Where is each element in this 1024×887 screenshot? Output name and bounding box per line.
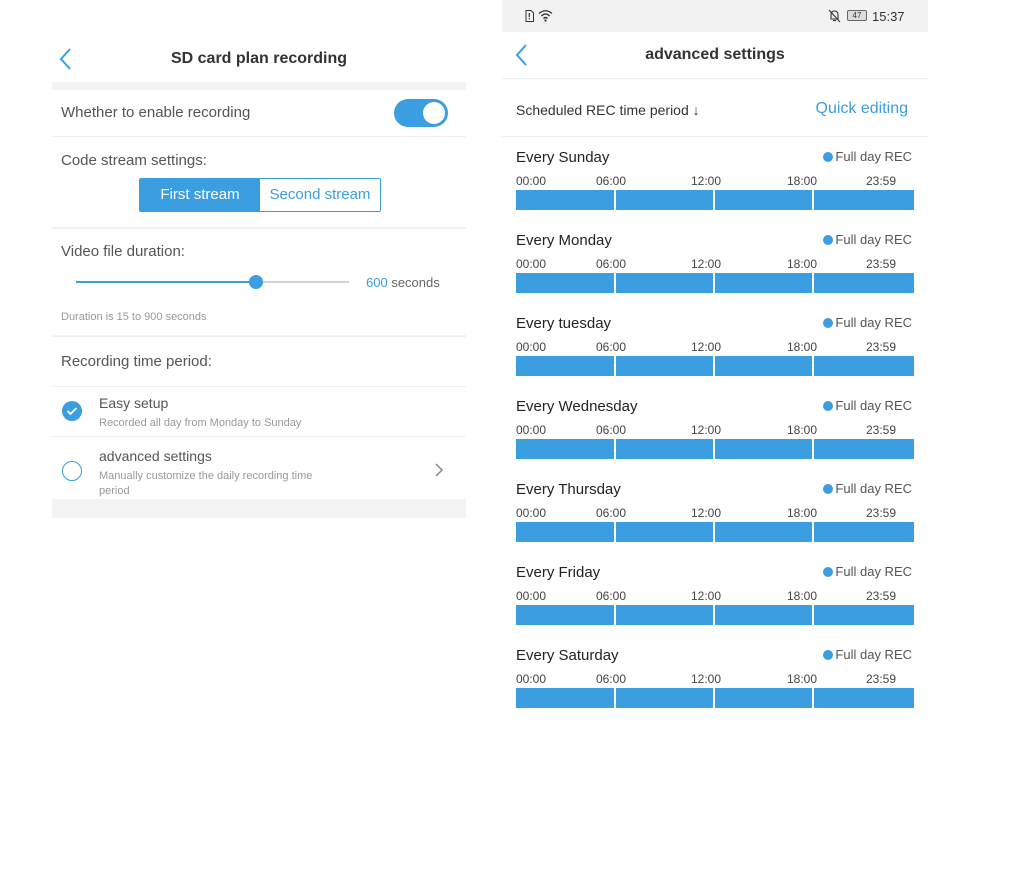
rec-status-text: Full day REC — [835, 149, 912, 164]
time-tick-label: 12:00 — [691, 672, 722, 686]
timeline-separator — [614, 190, 616, 210]
timeline-separator — [614, 439, 616, 459]
code-stream-section — [52, 136, 466, 227]
rec-status — [823, 647, 912, 662]
recording-timeline-bar[interactable] — [516, 273, 914, 293]
timeline-separator — [812, 522, 814, 542]
day-name: Every Friday — [516, 564, 601, 581]
day-name: Every Saturday — [516, 647, 619, 664]
time-tick-label: 23:59 — [866, 589, 897, 603]
rec-status — [823, 315, 912, 330]
easy-setup-title: Easy setup — [99, 395, 169, 411]
timeline-separator — [713, 522, 715, 542]
time-tick-label: 06:00 — [596, 506, 627, 520]
time-tick-label: 18:00 — [787, 423, 818, 437]
timeline-separator — [812, 190, 814, 210]
video-duration-section — [52, 228, 466, 335]
duration-unit: seconds — [391, 275, 440, 290]
recording-timeline-bar[interactable] — [516, 356, 914, 376]
time-tick-label: 12:00 — [691, 589, 722, 603]
time-tick-label: 23:59 — [866, 672, 897, 686]
timeline-separator — [614, 356, 616, 376]
enable-recording-toggle[interactable] — [394, 99, 448, 127]
day-name: Every tuesday — [516, 315, 612, 332]
day-row[interactable] — [502, 385, 928, 468]
rec-status — [823, 149, 912, 164]
time-tick-label: 00:00 — [516, 423, 547, 437]
quick-editing-link[interactable]: Quick editing — [815, 100, 908, 117]
enable-recording-row — [52, 90, 466, 136]
recording-timeline-bar[interactable] — [516, 190, 914, 210]
easy-setup-description: Recorded all day from Monday to Sunday — [99, 417, 302, 429]
time-tick-label: 18:00 — [787, 257, 818, 271]
duration-slider[interactable] — [76, 281, 349, 283]
timeline-separator — [614, 605, 616, 625]
timeline-separator — [812, 356, 814, 376]
wifi-icon — [538, 9, 553, 22]
time-tick-label: 23:59 — [866, 174, 897, 188]
timeline-separator — [614, 522, 616, 542]
advanced-settings-title: advanced settings — [99, 448, 212, 464]
time-tick-label: 23:59 — [866, 423, 897, 437]
day-name: Every Thursday — [516, 481, 621, 498]
status-bar — [502, 0, 928, 32]
rec-status-text: Full day REC — [835, 232, 912, 247]
day-name: Every Wednesday — [516, 398, 638, 415]
second-stream-option[interactable]: Second stream — [260, 179, 380, 211]
recording-timeline-bar[interactable] — [516, 439, 914, 459]
right-header — [502, 32, 928, 79]
rec-status — [823, 481, 912, 496]
battery-icon — [847, 10, 867, 21]
time-tick-label: 00:00 — [516, 257, 547, 271]
timeline-separator — [614, 273, 616, 293]
timeline-separator — [713, 273, 715, 293]
checked-circle-icon[interactable] — [62, 401, 82, 421]
checkmark-icon — [66, 406, 78, 416]
timeline-separator — [713, 356, 715, 376]
first-stream-option[interactable]: First stream — [140, 179, 260, 211]
duration-slider-thumb[interactable] — [249, 275, 263, 289]
duration-value-readout — [366, 275, 440, 290]
rec-status — [823, 564, 912, 579]
time-tick-label: 23:59 — [866, 340, 897, 354]
recording-timeline-bar[interactable] — [516, 688, 914, 708]
sim-card-icon — [525, 10, 534, 22]
timeline-separator — [713, 439, 715, 459]
timeline-separator — [713, 688, 715, 708]
dot-icon — [823, 152, 833, 162]
time-tick-label: 12:00 — [691, 506, 722, 520]
duration-hint: Duration is 15 to 900 seconds — [61, 311, 207, 323]
day-row[interactable] — [502, 551, 928, 634]
chevron-right-icon[interactable] — [434, 463, 444, 477]
day-row[interactable] — [502, 136, 928, 219]
recording-timeline-bar[interactable] — [516, 605, 914, 625]
day-row[interactable] — [502, 468, 928, 551]
advanced-settings-description: Manually customize the daily recording time period — [99, 470, 313, 497]
advanced-settings-option[interactable] — [52, 436, 466, 499]
time-tick-label: 06:00 — [596, 672, 627, 686]
time-tick-label: 00:00 — [516, 174, 547, 188]
dot-icon — [823, 318, 833, 328]
time-tick-label: 23:59 — [866, 506, 897, 520]
time-tick-label: 23:59 — [866, 257, 897, 271]
time-tick-label: 00:00 — [516, 340, 547, 354]
time-tick-label: 12:00 — [691, 423, 722, 437]
easy-setup-option[interactable] — [52, 386, 466, 437]
recording-timeline-bar[interactable] — [516, 522, 914, 542]
time-tick-label: 18:00 — [787, 174, 818, 188]
time-tick-label: 18:00 — [787, 340, 818, 354]
enable-recording-label: Whether to enable recording — [61, 104, 251, 121]
scheduled-rec-label[interactable]: Scheduled REC time period ↓ — [516, 102, 700, 118]
time-tick-label: 06:00 — [596, 257, 627, 271]
rec-status — [823, 232, 912, 247]
day-name: Every Monday — [516, 232, 612, 249]
radio-circle-icon[interactable] — [62, 461, 82, 481]
day-name: Every Sunday — [516, 149, 610, 166]
timeline-separator — [812, 439, 814, 459]
day-row[interactable] — [502, 634, 928, 717]
time-tick-label: 18:00 — [787, 672, 818, 686]
video-duration-label: Video file duration: — [61, 243, 185, 260]
page-title: advanced settings — [645, 46, 785, 63]
recording-period-header — [52, 336, 466, 387]
rec-status-text: Full day REC — [835, 647, 912, 662]
timeline-separator — [614, 688, 616, 708]
time-tick-label: 12:00 — [691, 340, 722, 354]
time-tick-label: 18:00 — [787, 506, 818, 520]
left-header — [52, 36, 466, 82]
page-title: SD card plan recording — [170, 50, 348, 67]
timeline-separator — [812, 605, 814, 625]
time-tick-label: 18:00 — [787, 589, 818, 603]
rec-status — [823, 398, 912, 413]
timeline-separator — [812, 688, 814, 708]
duration-value: 600 — [366, 275, 388, 290]
stream-segmented-control — [139, 178, 381, 212]
duration-slider-fill — [76, 281, 256, 283]
dot-icon — [823, 567, 833, 577]
time-tick-label: 12:00 — [691, 257, 722, 271]
rec-status-text: Full day REC — [835, 564, 912, 579]
dot-icon — [823, 235, 833, 245]
time-tick-label: 12:00 — [691, 174, 722, 188]
rec-status-text: Full day REC — [835, 315, 912, 330]
sd-card-plan-screen — [52, 36, 466, 518]
time-tick-label: 06:00 — [596, 174, 627, 188]
time-tick-label: 06:00 — [596, 589, 627, 603]
time-tick-label: 06:00 — [596, 423, 627, 437]
battery-level: 47 — [852, 11, 862, 20]
advanced-settings-screen — [502, 0, 928, 720]
schedule-header — [502, 84, 928, 137]
dot-icon — [823, 650, 833, 660]
day-row[interactable] — [502, 302, 928, 385]
time-tick-label: 00:00 — [516, 506, 547, 520]
rec-status-text: Full day REC — [835, 481, 912, 496]
toggle-knob — [423, 102, 445, 124]
time-tick-label: 00:00 — [516, 672, 547, 686]
dot-icon — [823, 401, 833, 411]
timeline-separator — [713, 605, 715, 625]
rec-status-text: Full day REC — [835, 398, 912, 413]
recording-period-label: Recording time period: — [61, 353, 212, 370]
timeline-separator — [713, 190, 715, 210]
time-tick-label: 06:00 — [596, 340, 627, 354]
dot-icon — [823, 484, 833, 494]
day-row[interactable] — [502, 219, 928, 302]
notification-off-icon — [828, 9, 841, 23]
status-time: 15:37 — [872, 9, 905, 24]
code-stream-label: Code stream settings: — [61, 152, 207, 169]
timeline-separator — [812, 273, 814, 293]
time-tick-label: 00:00 — [516, 589, 547, 603]
